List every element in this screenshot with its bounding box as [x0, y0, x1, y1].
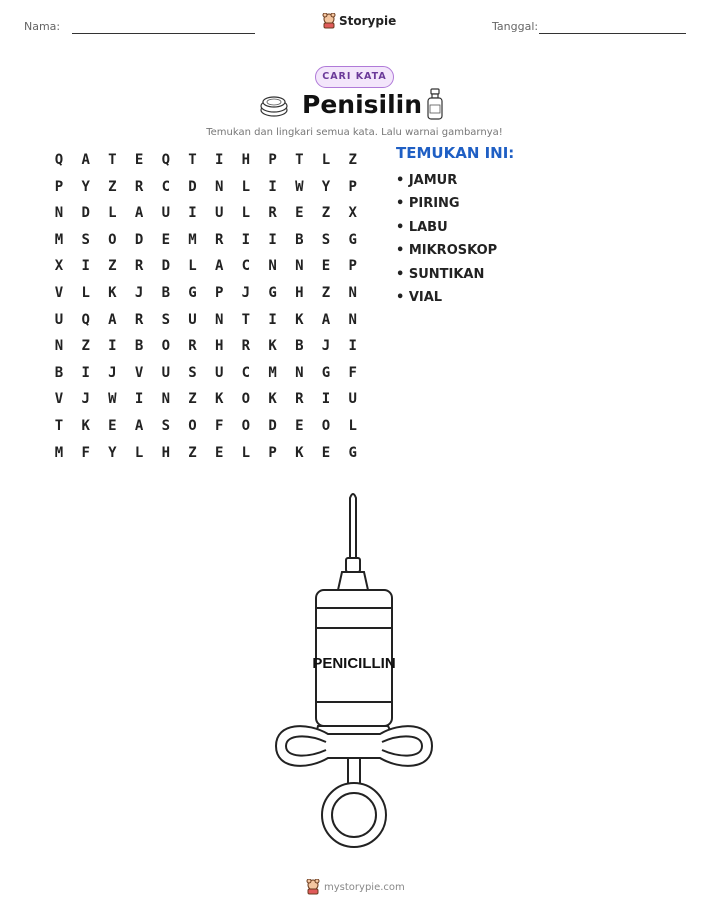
grid-cell[interactable]: D	[161, 258, 171, 275]
grid-cell[interactable]: A	[134, 205, 144, 222]
word-list	[396, 170, 497, 310]
grid-cell[interactable]: G	[348, 231, 357, 248]
grid-cell[interactable]: D	[81, 205, 90, 222]
word-item: • VIAL	[396, 289, 443, 305]
grid-cell[interactable]: B	[54, 364, 64, 381]
word-item: • JAMUR	[396, 173, 458, 188]
grid-cell[interactable]: Q	[81, 311, 90, 328]
grid-cell[interactable]: P	[348, 258, 357, 275]
syringe-label: PENICILLIN	[312, 655, 396, 672]
grid-cell[interactable]: B	[134, 338, 144, 355]
grid-cell[interactable]: R	[134, 258, 144, 275]
grid-cell[interactable]: V	[54, 285, 64, 301]
grid-cell[interactable]: S	[321, 231, 331, 248]
grid-cell[interactable]: I	[268, 231, 277, 248]
grid-cell[interactable]: E	[295, 418, 304, 434]
grid-cell[interactable]: P	[268, 152, 277, 168]
grid-cell[interactable]: L	[134, 444, 144, 461]
grid-cell[interactable]: T	[54, 418, 64, 434]
grid-cell[interactable]: J	[134, 285, 144, 301]
grid-cell[interactable]: F	[348, 364, 357, 381]
grid-cell[interactable]: C	[161, 178, 171, 195]
grid-cell[interactable]: D	[268, 418, 277, 434]
grid-cell[interactable]: I	[268, 311, 277, 328]
grid-cell[interactable]: O	[241, 418, 251, 434]
grid-cell[interactable]: L	[108, 205, 117, 222]
grid-cell[interactable]: B	[295, 338, 304, 355]
grid-cell[interactable]: O	[161, 338, 171, 355]
grid-cell[interactable]: U	[188, 311, 197, 328]
grid-cell[interactable]: Z	[321, 205, 331, 222]
grid-cell[interactable]: M	[188, 231, 197, 248]
grid-cell[interactable]: N	[161, 391, 171, 408]
grid-cell[interactable]: U	[161, 364, 171, 381]
grid-cell[interactable]: K	[295, 311, 304, 328]
grid-cell[interactable]: I	[81, 364, 90, 381]
grid-cell[interactable]: B	[161, 285, 171, 301]
grid-cell[interactable]: L	[321, 152, 331, 168]
grid-cell[interactable]: L	[348, 418, 357, 434]
grid-cell[interactable]: O	[108, 231, 117, 248]
grid-cell[interactable]: N	[348, 311, 357, 328]
grid-cell[interactable]: J	[321, 338, 331, 355]
grid-cell[interactable]: N	[348, 285, 357, 301]
grid-cell[interactable]: L	[188, 258, 197, 275]
grid-cell[interactable]: L	[241, 444, 251, 461]
grid-cell[interactable]: C	[241, 258, 251, 275]
grid-cell[interactable]: N	[54, 205, 64, 222]
footer-url[interactable]: mystorypie.com	[324, 881, 405, 893]
word-item: • PIRING	[396, 196, 460, 212]
brand	[322, 13, 396, 29]
grid-cell[interactable]: A	[134, 418, 144, 434]
grid-cell[interactable]: R	[214, 231, 224, 248]
grid-cell[interactable]: R	[295, 391, 304, 408]
grid-cell[interactable]: K	[81, 418, 90, 434]
syringe-illustration	[268, 490, 440, 855]
grid-cell[interactable]: T	[108, 152, 117, 168]
grid-cell[interactable]: Y	[81, 178, 90, 195]
footer	[306, 879, 405, 895]
grid-cell[interactable]: S	[81, 231, 90, 248]
grid-cell[interactable]: P	[268, 444, 277, 461]
grid-cell[interactable]: T	[241, 311, 251, 328]
grid-cell[interactable]: V	[134, 364, 144, 381]
grid-cell[interactable]: R	[268, 205, 277, 222]
grid-cell[interactable]: L	[81, 285, 90, 301]
grid-cell[interactable]: I	[321, 391, 331, 408]
grid-cell[interactable]: U	[161, 205, 171, 222]
grid-cell[interactable]: X	[348, 205, 357, 222]
grid-cell[interactable]: G	[348, 444, 357, 461]
brand-name: Storypie	[339, 14, 397, 28]
grid-cell[interactable]: I	[214, 152, 224, 168]
grid-cell[interactable]: Q	[54, 152, 64, 168]
grid-cell[interactable]: R	[188, 338, 197, 355]
word-item: • MIKROSKOP	[396, 243, 498, 259]
grid-cell[interactable]: A	[108, 311, 117, 328]
name-label: Nama:	[24, 20, 61, 33]
grid-cell[interactable]: H	[241, 152, 251, 168]
grid-cell[interactable]: P	[54, 178, 64, 195]
date-label: Tanggal:	[492, 20, 539, 33]
grid-cell[interactable]: X	[54, 258, 64, 275]
grid-cell[interactable]: A	[321, 311, 331, 328]
storypie-logo-icon	[306, 879, 320, 895]
grid-cell[interactable]: Z	[348, 152, 357, 168]
storypie-logo-icon	[322, 13, 336, 29]
grid-cell[interactable]: L	[241, 205, 251, 222]
grid-cell[interactable]: K	[108, 285, 117, 301]
grid-cell[interactable]: G	[268, 285, 277, 301]
grid-cell[interactable]: D	[134, 231, 144, 248]
grid-cell[interactable]: P	[348, 178, 357, 195]
grid-cell[interactable]: C	[241, 364, 251, 381]
word-item: • SUNTIKAN	[396, 266, 485, 282]
grid-cell[interactable]: O	[241, 391, 251, 408]
grid-cell[interactable]: E	[321, 444, 331, 461]
grid-cell[interactable]: W	[108, 391, 117, 408]
grid-cell[interactable]: A	[81, 152, 90, 168]
grid-cell[interactable]: K	[214, 391, 224, 408]
grid-cell[interactable]: I	[108, 338, 117, 355]
grid-cell[interactable]: G	[188, 285, 197, 301]
grid-cell[interactable]: E	[108, 418, 117, 434]
petri-dish-icon	[259, 93, 289, 119]
grid-cell[interactable]: M	[268, 364, 277, 381]
grid-cell[interactable]: N	[54, 338, 64, 355]
vial-icon	[425, 88, 445, 121]
grid-cell[interactable]: N	[214, 311, 224, 328]
grid-cell[interactable]: E	[321, 258, 331, 275]
date-line[interactable]	[539, 33, 686, 34]
grid-cell[interactable]: E	[295, 205, 304, 222]
grid-cell[interactable]: M	[54, 444, 64, 461]
grid-cell[interactable]: M	[54, 231, 64, 248]
grid-cell[interactable]: H	[295, 285, 304, 301]
grid-cell[interactable]: T	[188, 152, 197, 168]
grid-cell[interactable]: I	[81, 258, 90, 275]
grid-cell[interactable]: E	[214, 444, 224, 461]
grid-cell[interactable]: Z	[188, 391, 197, 408]
grid-cell[interactable]: H	[214, 338, 224, 355]
grid-cell[interactable]: B	[295, 231, 304, 248]
page-title: Penisilin	[302, 90, 423, 119]
grid-cell[interactable]: K	[268, 391, 277, 408]
grid-cell[interactable]: Z	[81, 338, 90, 355]
grid-cell[interactable]: H	[161, 444, 171, 461]
grid-cell[interactable]: N	[295, 258, 304, 275]
grid-cell[interactable]: I	[348, 338, 357, 355]
grid-cell[interactable]: R	[241, 338, 251, 355]
grid-cell[interactable]: W	[295, 178, 304, 195]
instructions: Temukan dan lingkari semua kata. Lalu warnai gambarnya!	[206, 127, 503, 138]
grid-cell[interactable]: P	[214, 285, 224, 301]
grid-cell[interactable]: U	[214, 205, 224, 222]
grid-cell[interactable]: U	[54, 311, 64, 328]
grid-cell[interactable]: I	[268, 178, 277, 195]
grid-cell[interactable]: N	[295, 364, 304, 381]
grid-cell[interactable]: K	[295, 444, 304, 461]
grid-cell[interactable]: G	[321, 364, 331, 381]
grid-cell[interactable]: U	[214, 364, 224, 381]
grid-cell[interactable]: J	[81, 391, 90, 408]
grid-cell[interactable]: D	[188, 178, 197, 195]
grid-cell[interactable]: F	[81, 444, 90, 461]
find-title: TEMUKAN INI:	[396, 144, 515, 162]
grid-cell[interactable]: S	[161, 418, 171, 434]
grid-cell[interactable]: Y	[108, 444, 117, 461]
grid-cell[interactable]: R	[134, 311, 144, 328]
grid-cell[interactable]: Z	[188, 444, 197, 461]
activity-badge: CARI KATA	[315, 66, 394, 88]
grid-cell[interactable]: J	[241, 285, 251, 301]
grid-cell[interactable]: Y	[321, 178, 331, 195]
grid-cell[interactable]: N	[214, 178, 224, 195]
grid-cell[interactable]: T	[295, 152, 304, 168]
grid-cell[interactable]: O	[321, 418, 331, 434]
name-line[interactable]	[72, 33, 255, 34]
grid-cell[interactable]: I	[188, 205, 197, 222]
grid-cell[interactable]: V	[54, 391, 64, 408]
grid-cell[interactable]: Z	[108, 178, 117, 195]
grid-cell[interactable]: I	[241, 231, 251, 248]
grid-cell[interactable]: E	[134, 152, 144, 168]
grid-cell[interactable]: N	[268, 258, 277, 275]
grid-cell[interactable]: L	[241, 178, 251, 195]
grid-cell[interactable]: A	[214, 258, 224, 275]
word-item: • LABU	[396, 219, 448, 235]
grid-cell[interactable]: S	[188, 364, 197, 381]
grid-cell[interactable]: F	[214, 418, 224, 434]
grid-cell[interactable]: Z	[321, 285, 331, 301]
grid-cell[interactable]: J	[108, 364, 117, 381]
grid-cell[interactable]: Q	[161, 152, 171, 168]
grid-cell[interactable]: S	[161, 311, 171, 328]
grid-cell[interactable]: I	[134, 391, 144, 408]
grid-cell[interactable]: K	[268, 338, 277, 355]
grid-cell[interactable]: Z	[108, 258, 117, 275]
grid-cell[interactable]: E	[161, 231, 171, 248]
grid-cell[interactable]: O	[188, 418, 197, 434]
grid-cell[interactable]: U	[348, 391, 357, 408]
grid-cell[interactable]: R	[134, 178, 144, 195]
